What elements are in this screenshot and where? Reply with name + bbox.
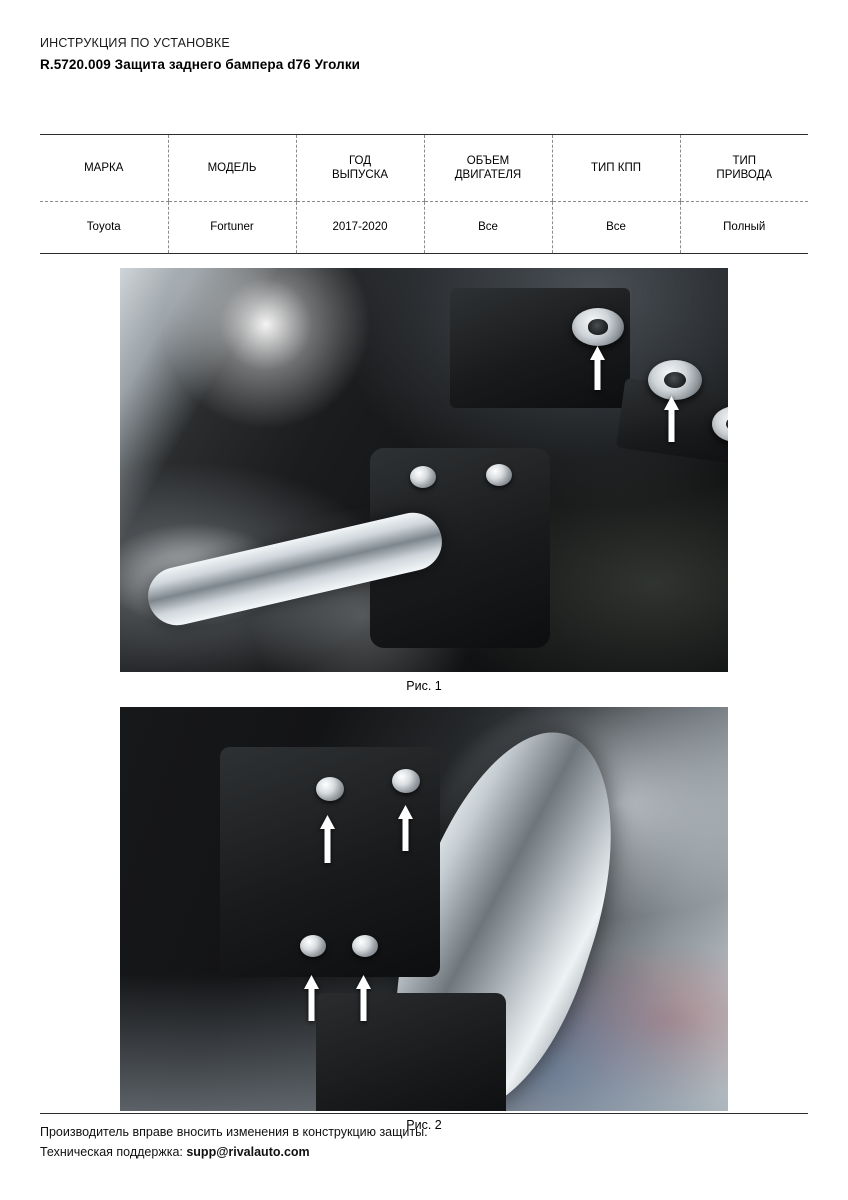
mount-hole-1 <box>572 308 624 346</box>
vehicle-spec-table <box>40 134 808 254</box>
column-header-year <box>296 135 424 202</box>
mount-hole-2 <box>648 360 702 400</box>
bolt-1 <box>316 777 344 801</box>
page-title: R.5720.009 Защита заднего бампера d76 Уголки <box>40 57 361 72</box>
bolt-1 <box>410 466 436 488</box>
pointer-arrow-icon <box>664 396 679 442</box>
footer-support <box>40 1143 808 1162</box>
figure-1-caption: Рис. 1 <box>406 679 442 693</box>
cell-transmission: Все <box>552 202 680 254</box>
column-header-engine <box>424 135 552 202</box>
bolt-2 <box>392 769 420 793</box>
column-header-engine-line2: ДВИГАТЕЛЯ <box>454 169 522 181</box>
footer-support-label: Техническая поддержка: <box>40 1144 187 1159</box>
document-footer <box>40 1113 808 1162</box>
column-header-year-line1: ГОД <box>348 154 372 167</box>
column-header-model: МОДЕЛЬ <box>168 135 296 202</box>
pointer-arrow-icon <box>590 346 605 390</box>
cell-year: 2017-2020 <box>296 202 424 254</box>
mudflap-shape <box>316 993 506 1111</box>
figure-2 <box>120 707 728 1132</box>
column-header-drive <box>680 135 808 202</box>
pointer-arrow-icon <box>356 975 371 1021</box>
cell-model: Fortuner <box>168 202 296 254</box>
cell-drive: Полный <box>680 202 808 254</box>
support-email[interactable]: supp@rivalauto.com <box>186 1144 310 1159</box>
column-header-transmission: ТИП КПП <box>552 135 680 202</box>
document-header <box>40 36 808 72</box>
column-header-brand: МАРКА <box>40 135 168 202</box>
column-header-drive-line2: ПРИВОДА <box>716 169 773 181</box>
bolt-4 <box>352 935 378 957</box>
column-header-engine-line1: ОБЪЕМ <box>466 154 510 167</box>
bolt-3 <box>300 935 326 957</box>
figure-1 <box>120 268 728 693</box>
column-header-drive-line1: ТИП <box>732 154 757 167</box>
figure-2-image <box>120 707 728 1111</box>
bolt-2 <box>486 464 512 486</box>
footer-divider <box>40 1113 808 1114</box>
table-header-row <box>40 135 808 202</box>
figure-2-caption: Рис. 2 <box>406 1118 442 1132</box>
figure-1-image <box>120 268 728 672</box>
cell-engine: Все <box>424 202 552 254</box>
document-kicker: ИНСТРУКЦИЯ ПО УСТАНОВКЕ <box>40 36 230 50</box>
table-row <box>40 202 808 254</box>
column-header-year-line2: ВЫПУСКА <box>331 169 389 181</box>
pointer-arrow-icon <box>304 975 319 1021</box>
cell-brand: Toyota <box>40 202 168 254</box>
footer-disclaimer: Производитель вправе вносить изменения в конструкцию защиты. <box>40 1125 428 1140</box>
pointer-arrow-icon <box>320 815 335 863</box>
pointer-arrow-icon <box>398 805 413 851</box>
